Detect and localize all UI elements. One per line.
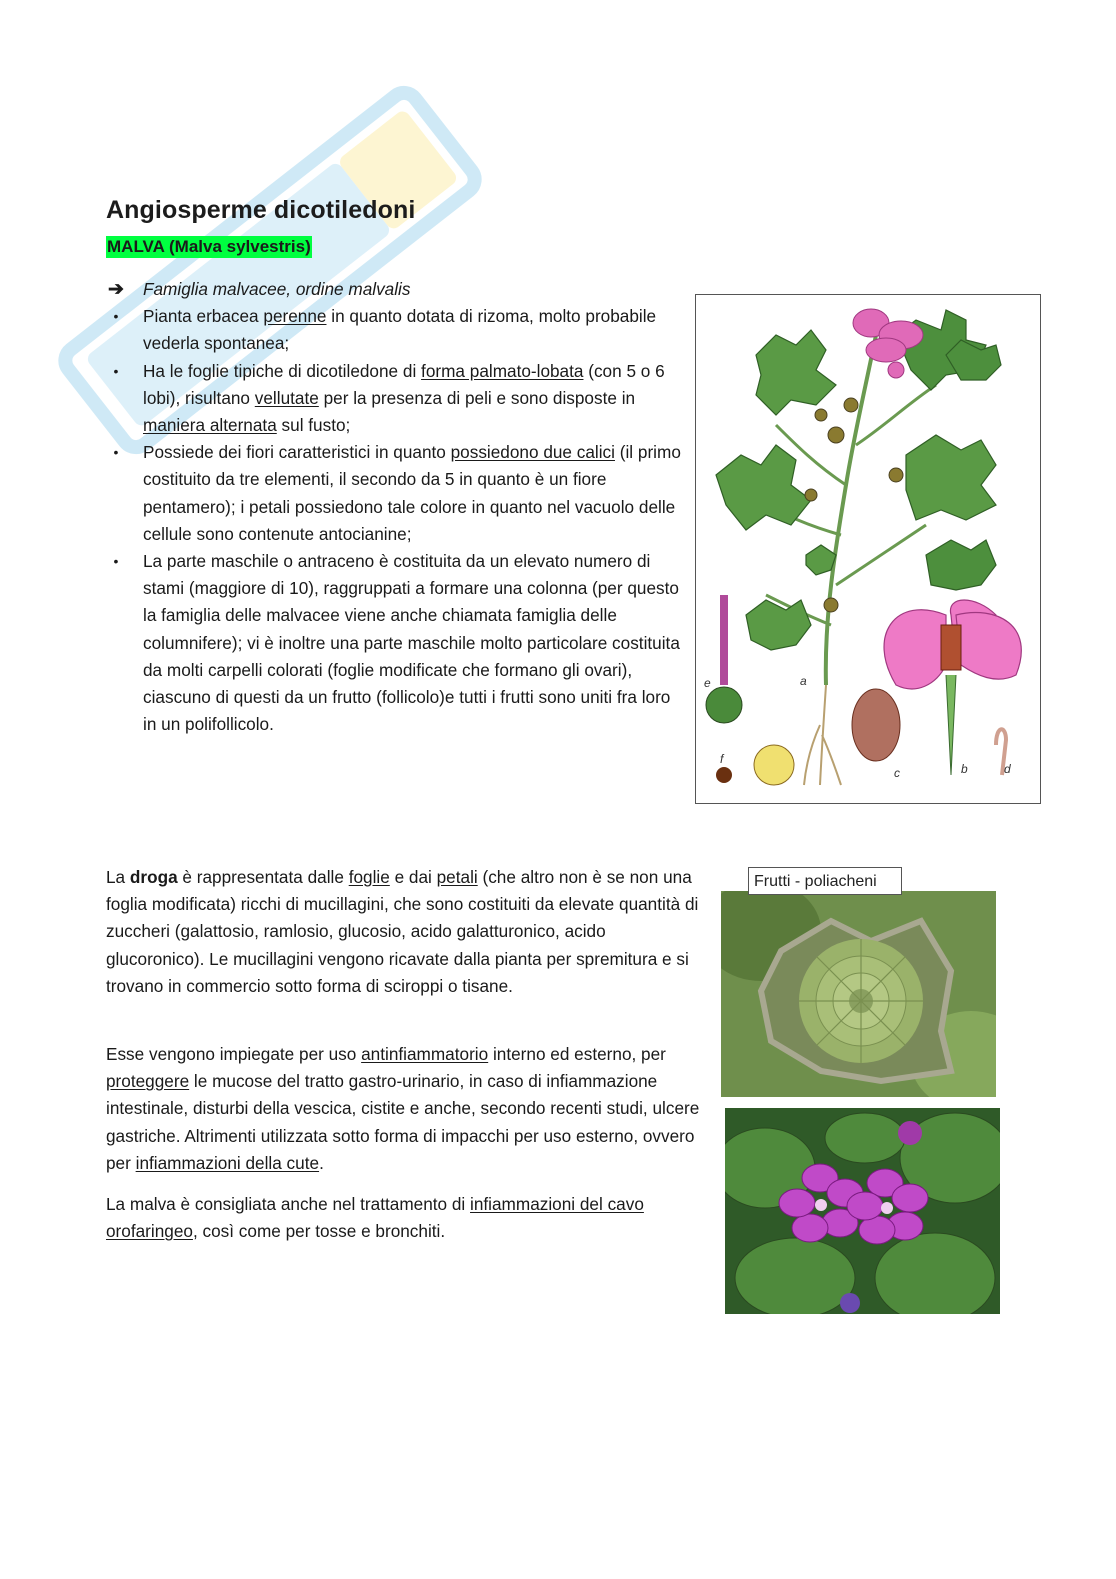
underlined-term: antinfiammatorio bbox=[361, 1044, 489, 1064]
bold-term: droga bbox=[129, 867, 178, 887]
underlined-term: perenne bbox=[263, 306, 327, 327]
text-segment: Famiglia malvacee, ordine malvalis bbox=[143, 279, 411, 299]
paragraph-recommendation bbox=[106, 1191, 706, 1245]
text-segment: Esse vengono impiegate per uso bbox=[106, 1044, 362, 1064]
bullet-list bbox=[106, 276, 681, 738]
bullet-dot-icon: • bbox=[113, 553, 119, 570]
list-item bbox=[106, 276, 681, 303]
bullet-dot-icon: • bbox=[113, 444, 119, 461]
paragraph-uses bbox=[106, 1041, 706, 1177]
paragraph-droga bbox=[106, 864, 706, 1000]
text-segment: è rappresentata dalle bbox=[177, 867, 349, 887]
text-segment: e dai bbox=[389, 867, 437, 887]
underlined-term: possiedono due calici bbox=[450, 442, 615, 463]
text-segment: interno ed esterno, per bbox=[488, 1044, 666, 1064]
label-c: c bbox=[894, 766, 900, 780]
fruit-caption: Frutti - poliacheni bbox=[748, 867, 902, 895]
label-a: a bbox=[800, 674, 807, 688]
text-segment: (il primo costituito da tre elementi, il secondo da 5 in quanto è un fiore pentamero); i petali possiedono tale colore in quanto nel vacuolo delle cellule sono contenute antocianine; bbox=[143, 442, 681, 544]
list-item bbox=[106, 548, 681, 738]
page-title: Angiosperme dicotiledoni bbox=[106, 196, 416, 224]
underlined-term: maniera alternata bbox=[143, 415, 277, 436]
text-segment: La malva è consigliata anche nel trattamento di bbox=[106, 1194, 471, 1214]
text-segment: . bbox=[319, 1152, 324, 1173]
underlined-term: petali bbox=[436, 867, 478, 887]
arrow-bullet-icon: ➔ bbox=[108, 279, 124, 300]
text-segment: in quanto dotata di rizoma, molto probabile vederla spontanea; bbox=[143, 306, 657, 354]
bullet-dot-icon: • bbox=[113, 308, 119, 325]
list-item bbox=[106, 358, 681, 440]
label-e: e bbox=[704, 676, 711, 690]
bullet-dot-icon: • bbox=[113, 362, 119, 379]
underlined-term: infiammazioni della cute bbox=[135, 1152, 320, 1173]
underlined-term: forma palmato-lobata bbox=[421, 360, 584, 381]
label-d: d bbox=[1004, 762, 1011, 776]
label-b: b bbox=[961, 762, 968, 776]
text-segment: Pianta erbacea bbox=[143, 306, 264, 327]
text-segment: La parte maschile o antraceno è costituita da un elevato numero di stami (maggiore di 10), raggruppati a formare una colonna (per questo la famiglia delle malvacee viene anche chiamata famiglia delle columnifere); vi è inoltre una parte maschile molto particolare costituita da molti carpelli colorati (foglie modificate che formano gli ovari), ciascuno di questi da un frutto (follicolo)e tutti i frutti sono uniti fra loro in un polifollicolo. bbox=[143, 551, 680, 735]
malva-botanical-illustration bbox=[695, 294, 1041, 804]
list-item bbox=[106, 303, 681, 357]
text-segment: (che altro non è se non una foglia modificata) ricchi di mucillagini, che sono costituiti da elevate quantità di zuccheri (galattosio, ramlosio, glucosio, acido galatturonico, acido glucoronico). Le mucillagini vengono ricavate dalla pianta per spremitura e si trovano in commercio sotto forma di sciroppi o tisane. bbox=[106, 867, 699, 996]
species-highlight: MALVA (Malva sylvestris) bbox=[107, 237, 311, 256]
list-item bbox=[106, 439, 681, 548]
underlined-term: vellutate bbox=[254, 387, 319, 408]
text-segment: sul fusto; bbox=[276, 415, 351, 436]
label-f: f bbox=[720, 752, 724, 766]
underlined-term: infiammazioni del cavo orofaringeo bbox=[106, 1194, 644, 1242]
text-segment: le mucose del tratto gastro-urinario, in caso di infiammazione intestinale, disturbi della vescica, cistite e anche, secondo recenti studi, ulcere gastriche. Altrimenti utilizzata sotto forma di impacchi per uso esterno, ovvero per bbox=[106, 1071, 700, 1173]
text-segment: per la presenza di peli e sono disposte in bbox=[318, 387, 636, 408]
underlined-term: proteggere bbox=[106, 1071, 190, 1092]
text-segment: La bbox=[106, 867, 130, 887]
flower-photo bbox=[725, 1108, 1000, 1314]
text-segment: Ha le foglie tipiche di dicotiledone di bbox=[143, 360, 422, 381]
text-segment: , così come per tosse e bronchiti. bbox=[192, 1221, 446, 1242]
text-segment: (con 5 o 6 lobi), risultano bbox=[143, 360, 665, 408]
text-segment: Possiede dei fiori caratteristici in quanto bbox=[143, 442, 451, 463]
underlined-term: foglie bbox=[348, 867, 390, 887]
fruit-photo bbox=[721, 891, 996, 1097]
